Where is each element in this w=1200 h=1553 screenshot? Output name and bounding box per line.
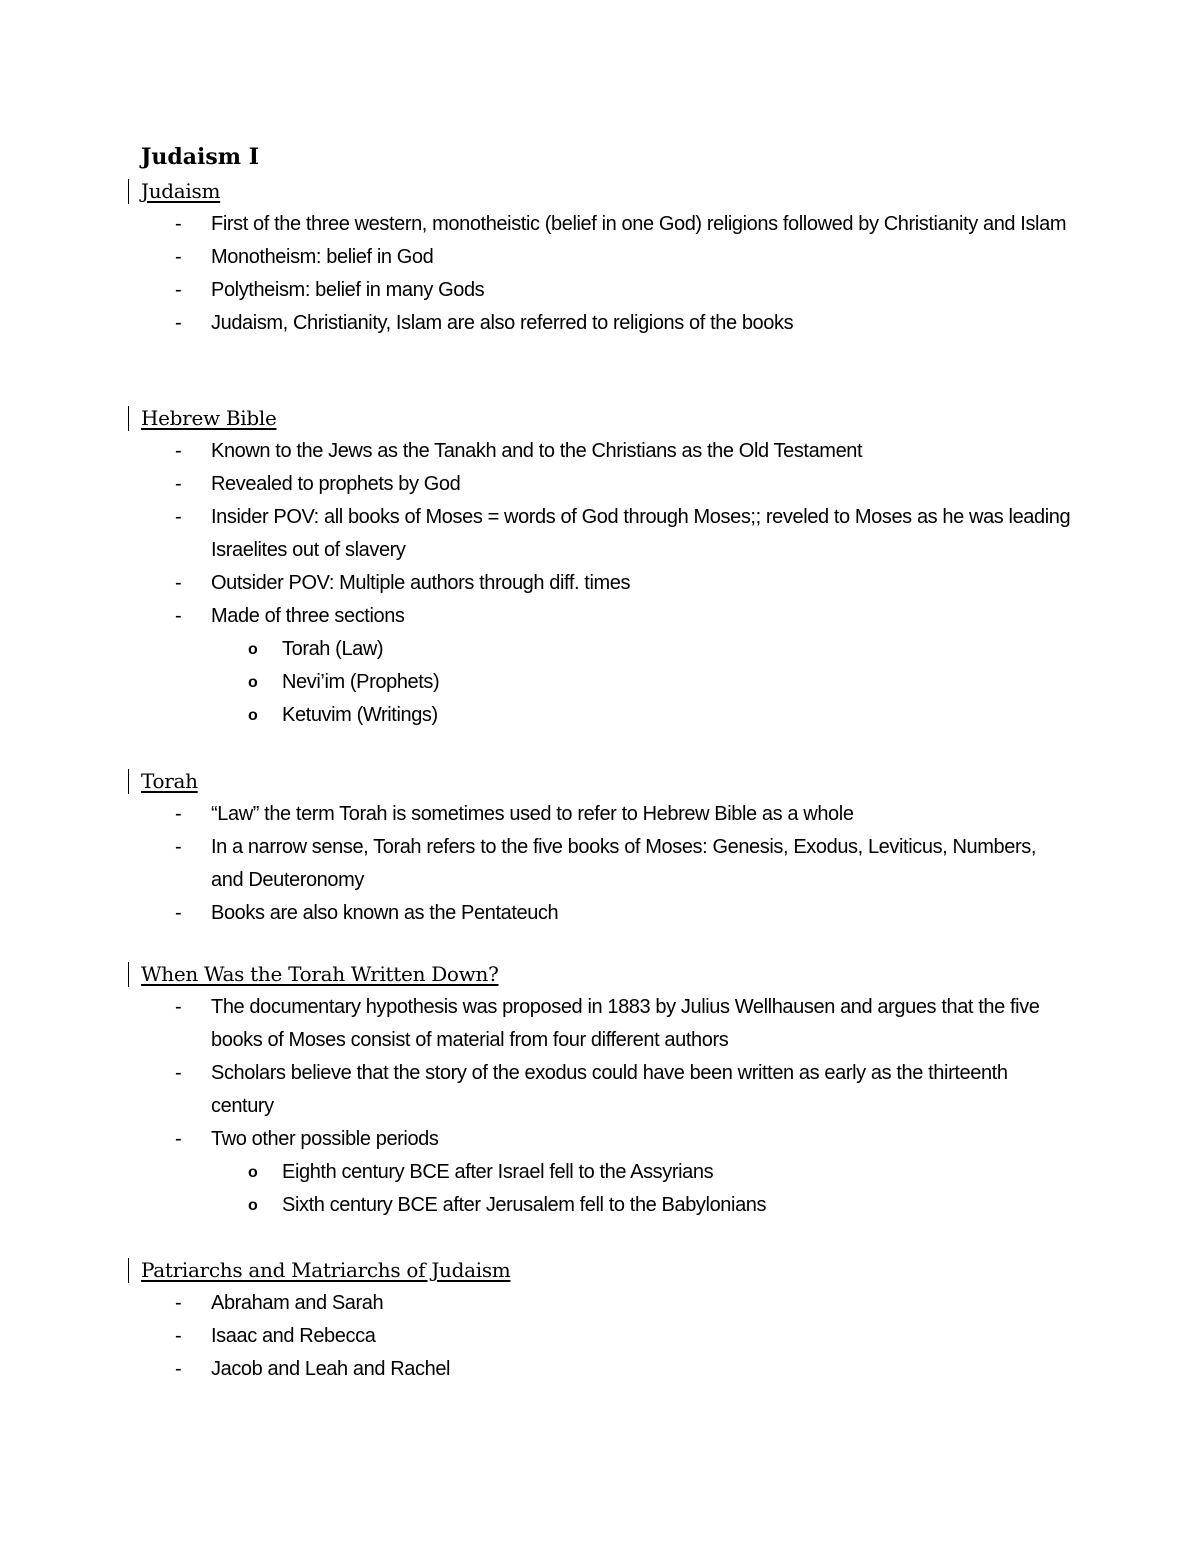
list-item-text: Torah (Law) [282, 638, 384, 660]
dash-bullet: - [175, 902, 182, 924]
list-item [0, 208, 1071, 241]
circle-bullet: o [248, 1197, 258, 1214]
dash-bullet: - [175, 1292, 182, 1314]
list-item-text: Judaism, Christianity, Islam are also referred to religions of the books [211, 312, 794, 334]
dash-bullet: - [175, 1062, 182, 1084]
section-marker-line [128, 1258, 129, 1283]
dash-bullet: - [175, 246, 182, 268]
dash-bullet: - [175, 473, 182, 495]
section-marker-line [128, 406, 129, 431]
sub-list-item [0, 699, 1082, 732]
list-item [0, 1123, 1071, 1156]
dash-bullet: - [175, 440, 182, 462]
bullet-list [0, 435, 1200, 732]
list-item [0, 600, 1071, 633]
dash-bullet: - [175, 836, 182, 858]
section-heading: Hebrew Bible [141, 406, 277, 430]
dash-bullet: - [175, 1325, 182, 1347]
bullet-list [0, 991, 1200, 1222]
list-item-text: Ketuvim (Writings) [282, 704, 438, 726]
circle-bullet: o [248, 707, 258, 724]
list-item-text: Sixth century BCE after Jerusalem fell to the Babylonians [282, 1194, 767, 1216]
dash-bullet: - [175, 803, 182, 825]
list-item-text: Nevi’im (Prophets) [282, 671, 440, 693]
section-marker-line [128, 179, 129, 204]
list-item-text: Monotheism: belief in God [211, 246, 434, 268]
list-item-text: Outsider POV: Multiple authors through diff. times [211, 572, 631, 594]
section-marker-line [128, 962, 129, 987]
section-heading: When Was the Torah Written Down? [141, 962, 499, 986]
list-item-text: Insider POV: all books of Moses = words of God through Moses;; reveled to Moses as he was leading Israelites out of slavery [211, 506, 1071, 561]
list-item-text: “Law” the term Torah is sometimes used to refer to Hebrew Bible as a whole [211, 803, 854, 825]
list-item [0, 435, 1071, 468]
section-heading: Torah [141, 769, 198, 793]
bullet-list [0, 208, 1200, 340]
list-item [0, 567, 1071, 600]
list-item-text: Scholars believe that the story of the exodus could have been written as early as the thirteenth century [211, 1062, 1008, 1117]
list-item [0, 991, 1071, 1057]
list-item-text: Revealed to prophets by God [211, 473, 461, 495]
section-heading: Patriarchs and Matriarchs of Judaism [141, 1258, 511, 1282]
bullet-list [0, 798, 1200, 930]
dash-bullet: - [175, 996, 182, 1018]
list-item-text: The documentary hypothesis was proposed in 1883 by Julius Wellhausen and argues that the five books of Moses consist of material from four different authors [211, 996, 1040, 1051]
list-item [0, 241, 1071, 274]
list-item-text: Jacob and Leah and Rachel [211, 1358, 451, 1380]
circle-bullet: o [248, 641, 258, 658]
document-title: Judaism I [141, 144, 260, 170]
list-item-text: Polytheism: belief in many Gods [211, 279, 485, 301]
dash-bullet: - [175, 572, 182, 594]
sub-list-item [0, 666, 1082, 699]
list-item [0, 468, 1071, 501]
list-item [0, 831, 1071, 897]
list-item [0, 307, 1071, 340]
list-item-text: Known to the Jews as the Tanakh and to the Christians as the Old Testament [211, 440, 863, 462]
list-item [0, 798, 1071, 831]
dash-bullet: - [175, 312, 182, 334]
circle-bullet: o [248, 674, 258, 691]
list-item-text: In a narrow sense, Torah refers to the five books of Moses: Genesis, Exodus, Leviticus, Numbers, and Deuteronomy [211, 836, 1036, 891]
list-item [0, 501, 1071, 567]
sub-list-item [0, 1156, 1082, 1189]
circle-bullet: o [248, 1164, 258, 1181]
list-item [0, 1057, 1071, 1123]
bullet-list [0, 1287, 1200, 1386]
list-item-text: Two other possible periods [211, 1128, 439, 1150]
list-item [0, 1287, 1071, 1320]
section-heading: Judaism [141, 179, 221, 203]
dash-bullet: - [175, 1128, 182, 1150]
dash-bullet: - [175, 1358, 182, 1380]
list-item [0, 1353, 1071, 1386]
list-item-text: Abraham and Sarah [211, 1292, 384, 1314]
dash-bullet: - [175, 213, 182, 235]
list-item-text: Eighth century BCE after Israel fell to the Assyrians [282, 1161, 714, 1183]
dash-bullet: - [175, 506, 182, 528]
section-marker-line [128, 769, 129, 794]
list-item [0, 274, 1071, 307]
list-item-text: Isaac and Rebecca [211, 1325, 376, 1347]
list-item [0, 1320, 1071, 1353]
list-item-text: First of the three western, monotheistic (belief in one God) religions followed by Christianity and Islam [211, 213, 1067, 235]
dash-bullet: - [175, 605, 182, 627]
dash-bullet: - [175, 279, 182, 301]
list-item-text: Books are also known as the Pentateuch [211, 902, 559, 924]
list-item [0, 897, 1071, 930]
sub-list-item [0, 633, 1082, 666]
sub-list-item [0, 1189, 1082, 1222]
list-item-text: Made of three sections [211, 605, 405, 627]
